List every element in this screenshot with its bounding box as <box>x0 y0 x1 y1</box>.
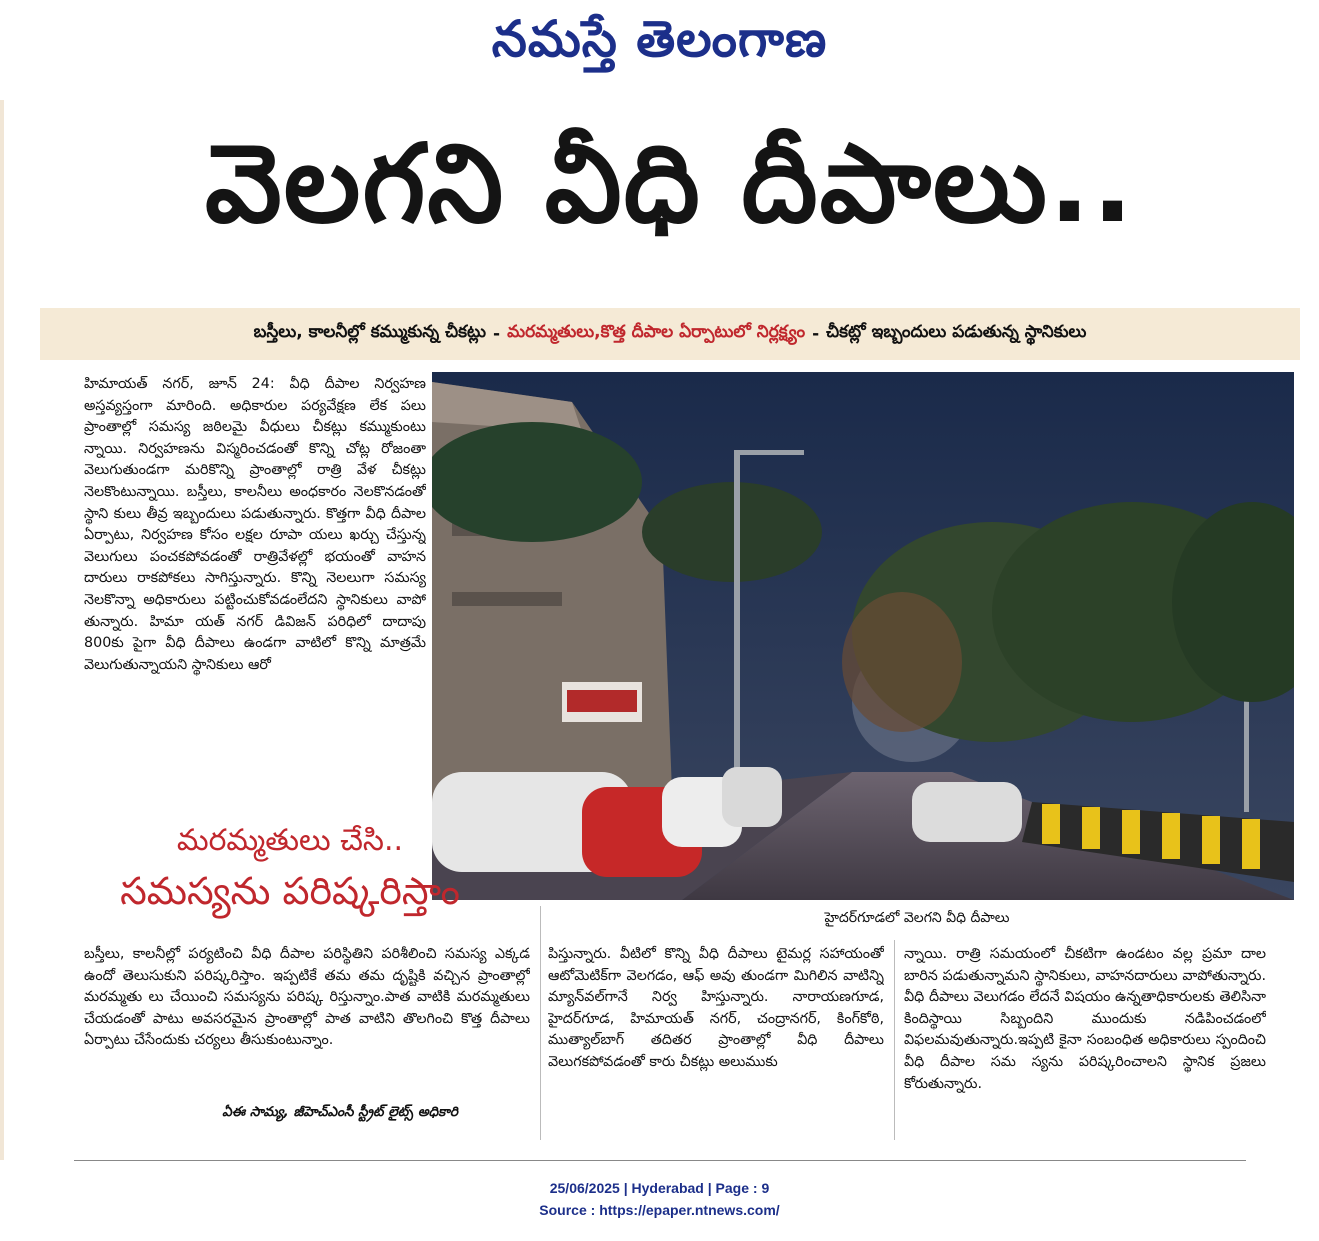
sub-headline-line-2: సమస్యను పరిష్కరిస్తాం <box>120 869 460 913</box>
column-divider-2 <box>894 940 895 1140</box>
subhead-part-1: బస్తీలు, కాలనీల్లో కమ్ముకున్న చీకట్లు <box>253 322 487 342</box>
footer-source: Source : https://epaper.ntnews.com/ <box>539 1202 780 1218</box>
street-night-photo <box>432 372 1294 900</box>
quote-text: బస్తీలు, కాలనీల్లో పర్యటించి వీధి దీపాల పరిస్థితిని పరిశీలించి సమస్య ఎక్కడ ఉందో తెలుసుకుని పరిష్కరిస్తాం. ఇప్పటికే తమ తమ దృష్టికి వచ్చిన ప్రాంతాల్లో మరమ్మతు లు చేయించి సమస్యను పరిష్క రిస్తున్నాం.పాత వాటికి మరమ్మతులు చేయడంతో పాటు అవసరమైన ప్రాంతాల్లో పాత వాటిని తొలగించి కొత్త దీపాలు ఏర్పాటు చేసేందుకు చర్యలు తీసుకుంటున్నాం. <box>84 946 530 1049</box>
subhead-part-2: మరమ్మతులు,కొత్త దీపాల ఏర్పాటులో నిర్లక్ష్యం <box>507 322 806 342</box>
photo-caption: హైదర్‌గూడలో వెలగని వీధి దీపాలు <box>824 909 1010 926</box>
subhead-separator-1: - <box>493 324 501 344</box>
subheadline-bar <box>40 308 1300 360</box>
quote-block <box>84 944 530 1094</box>
headline: వెలగని వీధి దీపాలు.. <box>205 121 1135 247</box>
article-text-1: హిమాయత్ నగర్, జూన్ 24: వీధి దీపాల నిర్వహణ అస్తవ్యస్తంగా మారింది. అధికారుల పర్యవేక్షణ లేక పలు ప్రాంతాల్లో సమస్య జఠిలమై వీధులు చీకట్లు కమ్ముకుంటు న్నాయి. నిర్వహణను విస్మరించడంతో కొన్ని చోట్ల రోజంతా వెలుగుతుండగా మరికొన్ని ప్రాంతాల్లో రాత్రి వేళ చీకట్లు నెలకొంటున్నాయి. బస్తీలు, కాలనీలు అంధకారం నెలకొనడంతో స్థాని కులు తీవ్ర ఇబ్బందులు పడుతున్నారు. కొత్తగా వీధి దీపాల ఏర్పాటు, నిర్వహణ కోసం లక్షల రూపా యలు ఖర్చు చేస్తున్న వెలుగులు పంచకపోవడంతో రాత్రివేళల్లో భయంతో వాహన దారులు రాకపోకలు సాగిస్తున్నారు. కొన్ని నెలలుగా సమస్య నెలకొన్నా అధికారులు పట్టించుకోవడంలేదని స్థానికులు వాపో తున్నారు. హిమా యత్ నగర్ డివిజన్ పరిధిలో దాదాపు 800కు పైగా వీధి దీపాలు ఉండగా వాటిలో కొన్ని మాత్రమే వెలుగుతున్నాయని స్థానికులు ఆరో <box>84 376 426 673</box>
article-column-2 <box>548 944 884 1144</box>
article-text-3: న్నాయి. రాత్రి సమయంలో చీకటిగా ఉండటం వల్ల ప్రమా దాల బారిన పడుతున్నామని స్థానికులు, వాహనదారులు వాపోతున్నారు. వీధి దీపాలు వెలుగడం లేదనే విషయం ఉన్నతాధికారులకు తెలిసినా కిందిస్థాయి సిబ్బందిని ముందుకు నడిపించడంలో విఫలమవుతున్నారు.ఇప్పటి కైనా సంబంధిత అధికారులు స్పందించి వీధి దీపాల సమ స్యను పరిష్కరించాలని స్థానిక ప్రజలు కోరుతున్నారు. <box>904 946 1266 1092</box>
article-column-1 <box>84 374 426 814</box>
sub-headline <box>40 818 540 918</box>
news-photo <box>432 372 1294 900</box>
quote-signature: ఏఈ సామ్య, జీహెచ్ఎంసీ స్ట్రీట్ లైట్స్ అధికారి <box>222 1104 458 1120</box>
article-text-2: పిస్తున్నారు. వీటిలో కొన్ని వీధి దీపాలు టైమర్ల సహాయంతో ఆటోమెటిక్‌గా వెలగడం, ఆఫ్ అవు తుండగా మిగిలిన వాటిన్ని మ్యాన్‌వల్‌గానే నిర్వ హిస్తున్నారు. నారాయణగూడ, హైదర్‌గూడ, హిమాయత్ నగర్, చంద్రానగర్, కింగ్‌కోఠి, ముత్యాల్‌బాగ్ తదితర ప్రాంతాల్లో వీధి దీపాలు వెలుగకపోవడంతో కారు చీకట్లు అలుముకు <box>548 946 884 1070</box>
masthead-logo: నమస్తే తెలంగాణ <box>491 9 828 68</box>
column-divider-1 <box>540 906 541 1140</box>
sub-headline-line-1: మరమ్మతులు చేసి.. <box>176 823 404 858</box>
subhead-part-3: చీకట్లో ఇబ్బందులు పడుతున్న స్థానికులు <box>826 322 1087 342</box>
article-column-3 <box>904 944 1266 1144</box>
footer-date-page: 25/06/2025 | Hyderabad | Page : 9 <box>549 1180 770 1196</box>
footer-rule <box>74 1160 1246 1161</box>
left-margin-strip <box>0 100 4 1160</box>
subhead-separator-2: - <box>812 324 820 344</box>
